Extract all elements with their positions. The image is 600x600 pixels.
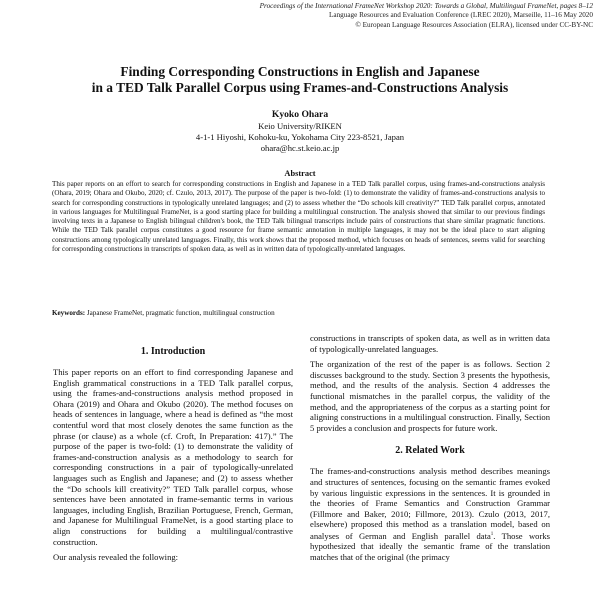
intro-paragraph: This paper reports on an effort to find corresponding Japanese and English grammatical constructions in a TED Talk parallel corpus, using the frames-and-constructions analysis method proposed in Ohara (2019) and Ohara and Okubo (2020). The method focuses on heads of sentences in language, where a head is defined as “the most contentful word that most closely denotes the same function as the phrase (or clause) as a whole (cf. Croft, In Preparation: 417).” The purpose of the paper is two-fold: (1) to demonstrate the validity of frames-and-construction analysis as a methodology to search for corresponding constructions in a pair of typologically-unrelated languages such as English and Japanese; and (2) to assess whether the “Do schools kill creativity?” TED Talk parallel corpus, whose sentences have been annotated in frame-semantic terms in various languages, including English, Brazilian Portuguese, French, German, and Japanese for Multilingual FrameNet, is a good starting place to align constructions for building a multilingual/contrastive construction. xyxy=(53,367,293,547)
organization-paragraph: The organization of the rest of the paper is as follows. Section 2 discusses background to the study. Section 3 presents the hypothesis, method, and the results of the analysis. Section 4 addresses the functional mismatches in the parallel corpus, the validity of the method, and the appropriateness of the corpus as a starting point for aligning constructions in a multilingual construction. Finally, Section 5 provides a conclusion and prospects for future work. xyxy=(310,359,550,433)
author-block xyxy=(150,109,450,155)
intro-paragraph-2: Our analysis revealed the following: xyxy=(53,552,179,563)
right-column xyxy=(310,333,550,568)
left-column xyxy=(53,346,293,568)
abstract-text: This paper reports on an effort to search for corresponding constructions in English and Japanese in a TED Talk parallel corpus, using frames-and-constructions analysis (Ohara, 2019; Ohara and Okubo, 2020; cf. Czulo, 2013, 2017). The purpose of the paper is two-fold: (1) to demonstrate the validity of frames-and-constructions analysis to search for corresponding constructions in typologically unrelated languages; and (2) to assess whether the “Do schools kill creativity?” TED Talk parallel corpus, annotated in various languages for Multilingual FrameNet, is a good starting place for building a multilingual construction. The analysis showed that similar to our previous findings involving texts in a Japanese to English bilingual children's book, the TED Talk bilingual transcripts include pairs of constructions that share similar pragmatic functions. While the TED Talk parallel corpus constitutes a good resource for frame semantic annotation in multiple languages, it may not be the ideal place to start aligning constructions among typologically unrelated languages. Finally, this work shows that the proposed method, which focuses on heads of sentences, seems valid for searching for corresponding constructions in transcripts of spoken data, as well as in written data of typologically-unrelated languages. xyxy=(52,180,545,253)
paper-title xyxy=(20,64,580,96)
author-email: ohara@hc.st.keio.ac.jp xyxy=(260,143,340,154)
keywords-label: Keywords: xyxy=(52,309,86,317)
title-line-1: Finding Corresponding Constructions in English and Japanese xyxy=(120,64,480,79)
related-work-paragraph xyxy=(310,466,550,562)
section-2-heading: 2. Related Work xyxy=(395,445,465,457)
section-1-heading: 1. Introduction xyxy=(140,346,206,357)
author-address: 4-1-1 Hiyoshi, Kohoku-ku, Yokohama City 223-8521, Japan xyxy=(195,132,405,143)
proceedings-header xyxy=(215,2,593,30)
abstract-heading: Abstract xyxy=(284,169,316,178)
author-name: Kyoko Ohara xyxy=(271,109,329,120)
conference-line: Language Resources and Evaluation Conference (LREC 2020), Marseille, 11–16 May 2020 xyxy=(329,11,593,20)
keywords xyxy=(52,309,545,317)
footnote-mark: 1 xyxy=(490,531,494,537)
license-line: © European Language Resources Association (ELRA), licensed under CC-BY-NC xyxy=(355,20,593,29)
author-affiliation: Keio University/RIKEN xyxy=(258,121,342,131)
title-line-2: in a TED Talk Parallel Corpus using Frames-and-Constructions Analysis xyxy=(91,80,509,95)
related-work-text: The frames-and-constructions analysis method describes meanings and structures of sentences, focusing on the semantic frames evoked by various linguistic expressions in the sentences. It is grounded in the theories of Frame Semantics and Construction Grammar (Fillmore and Baker, 2010; Fillmore, 2013). Czulo (2013, 2017, elsewhere) proposed this method as a translation model, based on analyses of German and English parallel data xyxy=(310,466,550,541)
continued-paragraph: constructions in transcripts of spoken data, as well as in written data of typologically-unrelated languages. xyxy=(310,333,550,354)
keywords-text: Japanese FrameNet, pragmatic function, multilingual construction xyxy=(85,309,275,317)
related-work-text-2: . Those works hypothesized that ideally the semantic frame of the translation matches that of the original (the primacy xyxy=(310,530,550,562)
proceedings-line: Proceedings of the International FrameNet Workshop 2020: Towards a Global, Multilingual FrameNet, pages 8–12 xyxy=(259,2,593,10)
